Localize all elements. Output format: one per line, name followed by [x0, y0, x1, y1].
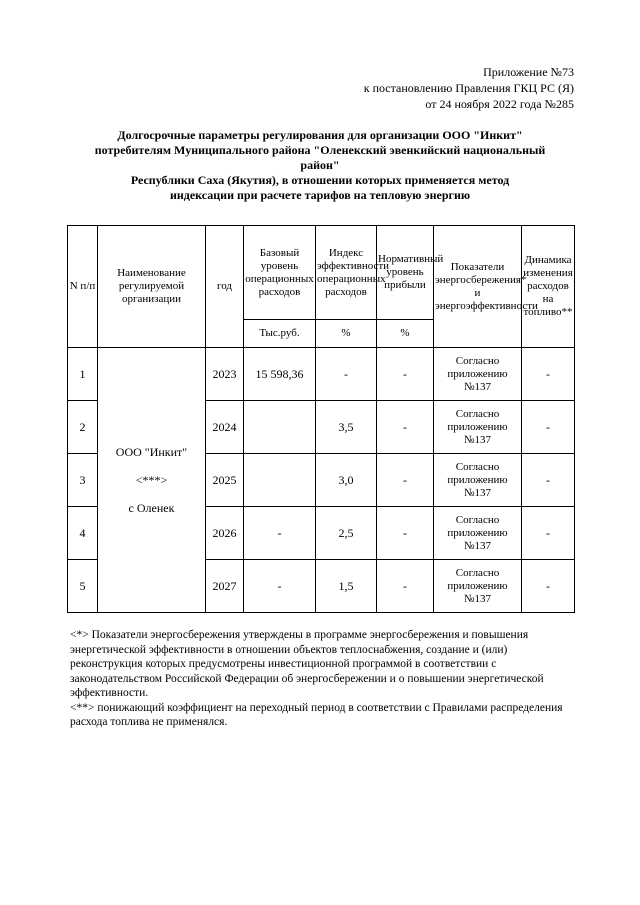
cell-base-level: 15 598,36 [244, 348, 316, 401]
header-normative-profit: Нормативный уровень прибыли [377, 226, 434, 320]
document-title [70, 128, 570, 203]
cell-efficiency-index: 2,5 [316, 507, 377, 560]
cell-base-level: - [244, 507, 316, 560]
footnote-fuel-coefficient: <**> понижающий коэффициент на переходный период в соответствии с Правилами распределения расхода топлива не применялся. [70, 701, 563, 728]
header-fuel-dynamics: Динамика изменения расходов на топливо** [522, 226, 575, 348]
unit-normative-profit: % [377, 320, 434, 348]
cell-energy-indicators: Согласно приложению №137 [434, 507, 522, 560]
cell-fuel-dynamics: - [522, 348, 575, 401]
cell-year: 2025 [206, 454, 244, 507]
cell-year: 2026 [206, 507, 244, 560]
cell-efficiency-index: 3,0 [316, 454, 377, 507]
cell-normative-profit: - [377, 560, 434, 613]
header-org: Наименование регулируемой организации [98, 226, 206, 348]
cell-efficiency-index: - [316, 348, 377, 401]
cell-year: 2024 [206, 401, 244, 454]
title-line-5: индексации при расчете тарифов на тепловую энергию [169, 188, 471, 202]
footnotes [70, 628, 570, 730]
cell-fuel-dynamics: - [522, 401, 575, 454]
cell-normative-profit: - [377, 348, 434, 401]
cell-organization [98, 348, 206, 613]
cell-energy-indicators: Согласно приложению №137 [434, 348, 522, 401]
cell-base-level [244, 401, 316, 454]
cell-efficiency-index: 3,5 [316, 401, 377, 454]
cell-base-level: - [244, 560, 316, 613]
cell-efficiency-index: 1,5 [316, 560, 377, 613]
appendix-reference [364, 64, 574, 112]
cell-fuel-dynamics: - [522, 454, 575, 507]
org-mark: <***> [135, 473, 168, 487]
cell-normative-profit: - [377, 507, 434, 560]
title-line-2: потребителям Муниципального района "Оленекский эвенкийский национальный [94, 143, 546, 157]
cell-num: 1 [68, 348, 98, 401]
cell-fuel-dynamics: - [522, 560, 575, 613]
footnote-energy-saving: <*> Показатели энергосбережения утверждены в программе энергосбережения и повышения энергетической эффективности в отношении объектов теплоснабжения, создание и (или) реконструкция которых предусмотрены инвестиционной программой в соответствии с законодательством Российской Федерации об энергосбережении и о повышении энергетической эффективности. [70, 629, 544, 699]
title-line-1: Долгосрочные параметры регулирования для организации ООО "Инкит" [117, 128, 523, 142]
header-base-level: Базовый уровень операционных расходов [244, 226, 316, 320]
unit-base-level: Тыс.руб. [244, 320, 316, 348]
appendix-date: от 24 ноября 2022 года №285 [425, 97, 574, 111]
header-energy-indicators: Показатели энергосбережения* и энергоэффективности [434, 226, 522, 348]
org-name: ООО "Инкит" [115, 445, 188, 459]
title-line-3: район" [300, 158, 340, 172]
cell-energy-indicators: Согласно приложению №137 [434, 454, 522, 507]
appendix-resolution: к постановлению Правления ГКЦ РС (Я) [363, 81, 574, 95]
cell-year: 2027 [206, 560, 244, 613]
cell-num: 4 [68, 507, 98, 560]
appendix-number: Приложение №73 [483, 65, 574, 79]
cell-year: 2023 [206, 348, 244, 401]
org-place: с Оленек [128, 501, 175, 515]
title-line-4: Республики Саха (Якутия), в отношении которых применяется метод [130, 173, 510, 187]
cell-base-level [244, 454, 316, 507]
cell-num: 5 [68, 560, 98, 613]
cell-energy-indicators: Согласно приложению №137 [434, 560, 522, 613]
header-num: N п/п [68, 226, 98, 348]
cell-num: 2 [68, 401, 98, 454]
cell-normative-profit: - [377, 401, 434, 454]
cell-normative-profit: - [377, 454, 434, 507]
cell-fuel-dynamics: - [522, 507, 575, 560]
regulation-parameters-table [67, 225, 575, 613]
cell-energy-indicators: Согласно приложению №137 [434, 401, 522, 454]
table-row [68, 348, 575, 401]
header-efficiency-index: Индекс эффективности операционных расходов [316, 226, 377, 320]
unit-efficiency-index: % [316, 320, 377, 348]
header-year: год [206, 226, 244, 348]
cell-num: 3 [68, 454, 98, 507]
